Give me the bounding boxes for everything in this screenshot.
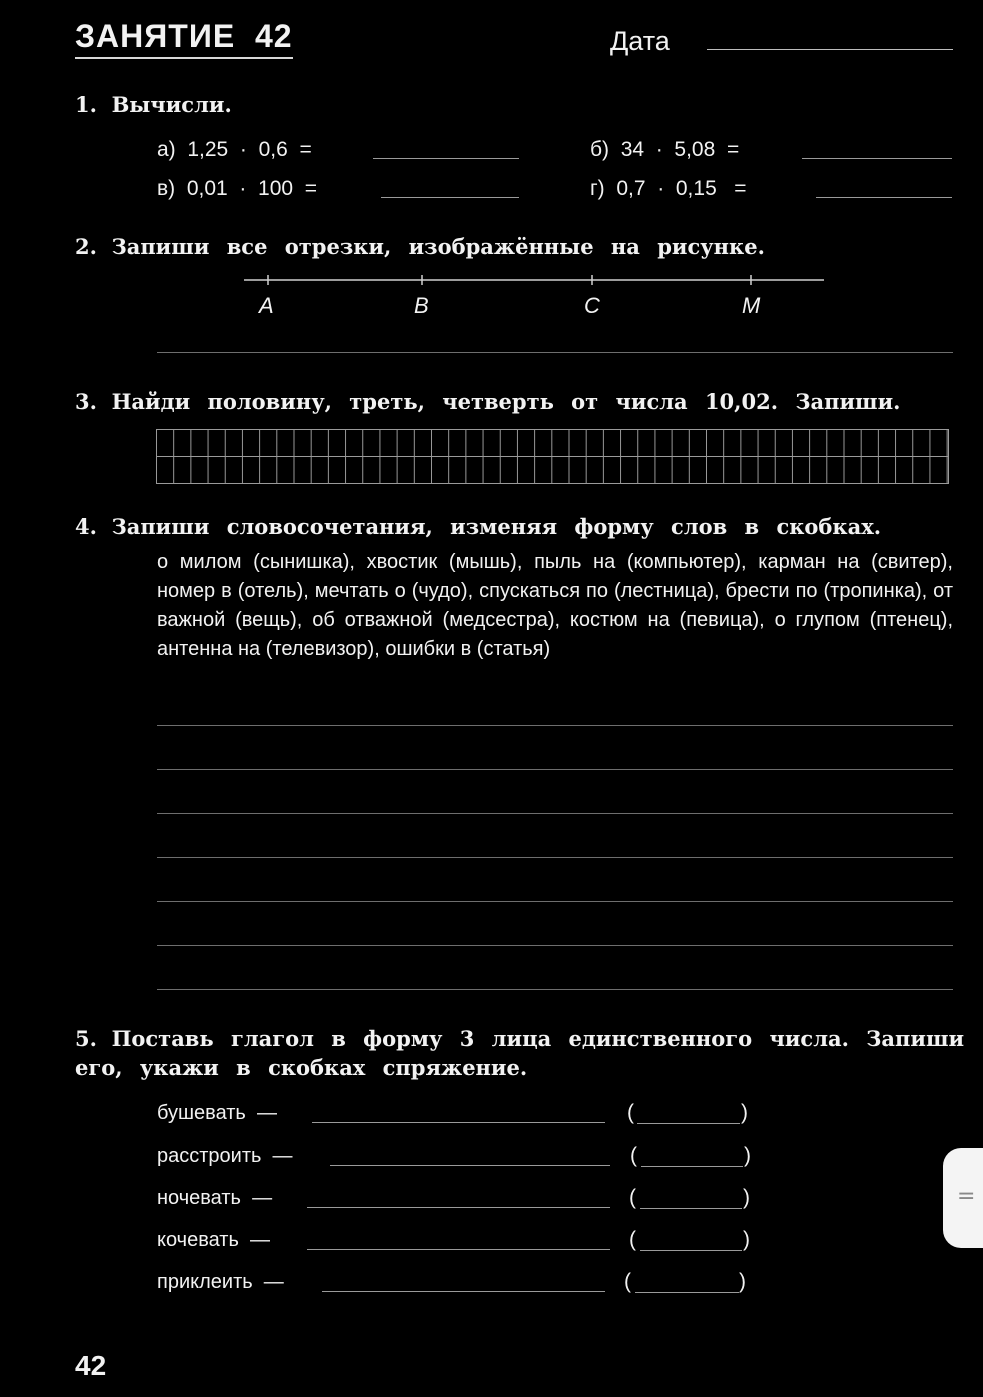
task-5-text-line-2: его, укажи в скобках спряжение. [75,1055,528,1080]
answer-line-g [816,197,952,198]
verb-dash: — [263,1271,284,1293]
conjugation-line [640,1208,742,1209]
task-4-number: 4. [75,514,97,539]
verb-row-1 [157,1102,277,1125]
paren-close: ) [743,1186,750,1209]
calc-operand: 0,01 [186,177,228,200]
verb-word: кочевать [157,1229,239,1251]
verb-dash: — [252,1187,273,1209]
task-4-phrases: о милом (сынишка), хвостик (мышь), пыль на (компьютер), карман на (свитер), номер в (отель), мечтать о (чудо), спускаться по (лестница), брести по (тропинка), от важной (вещь), об отважной (медсестра), костюм на (певица), о глупом (птенец), антенна на (телевизор), ошибки в (статья) [157,551,953,660]
conjugation-line [640,1250,742,1251]
verb-answer-line [322,1291,605,1292]
paren-open: ( [627,1101,634,1124]
segment-diagram [240,270,830,290]
calc-operand: 100 [258,177,294,200]
answer-line-a [373,158,519,159]
task-4-answer-line [157,901,953,902]
calc-equals: = [726,138,740,161]
verb-word: приклеить [157,1271,253,1293]
answer-grid [156,429,949,484]
verb-answer-line [307,1249,610,1250]
calc-operand: 0,7 [616,177,646,200]
task-4-answer-line [157,945,953,946]
task-4-answer-line [157,769,953,770]
calc-label: б) [590,138,610,161]
date-label: Дата [610,26,670,56]
verb-answer-line [312,1122,605,1123]
calc-operator: · [239,138,247,161]
calc-label: а) [157,138,176,161]
paren-close: ) [743,1228,750,1251]
verb-dash: — [250,1229,270,1251]
verb-word: ночевать [157,1187,241,1209]
task-3-text: Найди половину, треть, четверть от числа 10,02. Запиши. [111,389,901,414]
verb-answer-line [307,1207,610,1208]
conjugation-line [641,1166,743,1167]
verb-word: бушевать [157,1102,246,1124]
task-2-heading [75,234,765,259]
verb-row-3 [157,1187,272,1210]
point-label-a: A [259,293,274,318]
calc-operand: 5,08 [674,138,716,161]
verb-row-2 [157,1145,293,1168]
paren-open: ( [629,1228,636,1251]
page-number: 42 [75,1350,107,1381]
verb-answer-line [330,1165,610,1166]
task-3-heading [75,389,900,414]
paren-open: ( [629,1186,636,1209]
task-4-answer-line [157,725,953,726]
task-5-number: 5. [75,1026,97,1051]
point-label-m: M [742,293,761,318]
calc-equals: = [734,177,747,200]
calc-item-b [590,138,739,162]
task-4-answer-line [157,857,953,858]
task-4-text: Запиши словосочетания, изменяя форму слов в скобках. [111,514,882,539]
paren-open: ( [630,1144,637,1167]
task-4-answer-line [157,813,953,814]
task-5-text-line-1: Поставь глагол в форму 3 лица единственного числа. Запиши [111,1026,965,1051]
calc-equals: = [299,138,312,161]
calc-operand: 34 [620,138,645,161]
date-answer-line [707,49,953,50]
calc-equals: = [304,177,318,200]
lesson-title: ЗАНЯТИЕ 42 [75,18,293,59]
calc-label: г) [590,177,605,200]
conjugation-line [635,1292,739,1293]
point-label-b: B [414,293,429,318]
calc-operand: 1,25 [187,138,229,161]
task-1-text: Вычисли. [111,92,232,117]
task-1-heading [75,92,232,117]
task-1-number: 1. [75,92,97,117]
task-4-answer-line [157,989,953,990]
calc-item-a [157,138,312,162]
calc-operator: · [657,177,665,200]
verb-word: расстроить [157,1145,262,1167]
verb-row-5 [157,1271,284,1294]
task-4-heading [75,514,881,539]
conjugation-line [637,1123,740,1124]
task-5-heading [75,1026,965,1051]
task-2-text: Запиши все отрезки, изображённые на рисунке. [111,234,765,259]
answer-line-v [381,197,519,198]
task-2-number: 2. [75,234,97,259]
verb-dash: — [272,1145,293,1167]
calc-operand: 0,6 [258,138,288,161]
paren-close: ) [739,1270,746,1293]
task-2-answer-line [157,352,953,353]
side-drawer-handle[interactable] [943,1148,983,1248]
paren-close: ) [744,1144,751,1167]
verb-dash: — [256,1102,277,1124]
calc-operand: 0,15 [675,177,717,200]
answer-line-b [802,158,952,159]
calc-label: в) [157,177,176,200]
paren-close: ) [741,1101,748,1124]
paren-open: ( [624,1270,631,1293]
task-5-heading-line-2 [75,1055,527,1080]
calc-operator: · [239,177,247,200]
verb-row-4 [157,1229,270,1252]
task-3-number: 3. [75,389,97,414]
calc-operator: · [655,138,663,161]
calc-item-g [590,177,747,201]
calc-item-v [157,177,317,201]
point-label-c: C [584,293,600,318]
drag-handle-icon: = [957,1184,976,1209]
